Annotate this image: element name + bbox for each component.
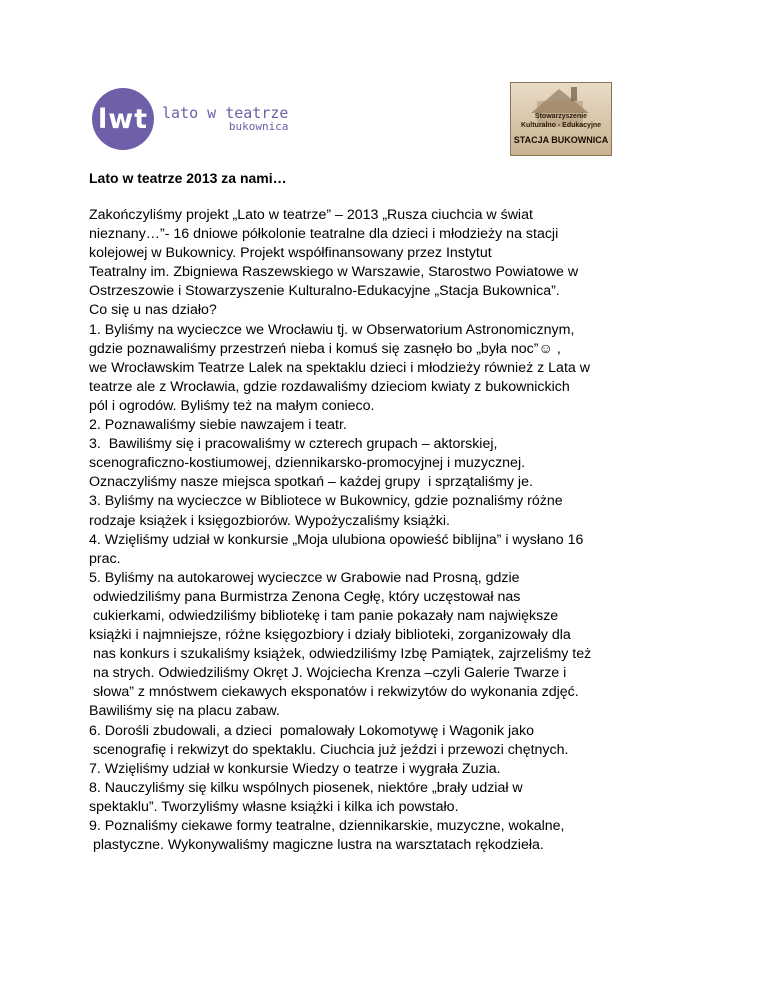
body-line: Bawiliśmy się na placu zabaw.: [89, 703, 280, 720]
body-line: nas konkurs i szukaliśmy książek, odwiedziliśmy Izbę Pamiątek, zajrzeliśmy też: [89, 646, 592, 663]
lwt-logo-title: lato w teatrze: [162, 103, 289, 122]
body-line: spektaklu”. Tworzyliśmy własne książki i kilka ich powstało.: [89, 798, 459, 815]
body-line: nieznany…”- 16 dniowe półkolonie teatralne dla dzieci i młodzieży na stacji: [89, 226, 559, 243]
body-line: 5. Byliśmy na autokarowej wycieczce w Grabowie nad Prosną, gdzie: [89, 569, 520, 586]
body-line: 1. Byliśmy na wycieczce we Wrocławiu tj. w Obserwatorium Astronomicznym,: [89, 321, 575, 338]
body-line: Ostrzeszowie i Stowarzyszenie Kulturalno-Edukacyjne „Stacja Bukownica”.: [89, 283, 560, 300]
stacja-bukownica-logo: [510, 82, 612, 156]
body-line: słowa” z mnóstwem ciekawych eksponatów i rekwizytów do wykonania zdjęć.: [89, 684, 579, 701]
body-line: 6. Dorośli zbudowali, a dzieci pomalowały Lokomotywę i Wagonik jako: [89, 722, 535, 739]
body-line: scenograficzno-kostiumowej, dziennikarsko-promocyjnej i muzycznej.: [89, 455, 526, 472]
lwt-logo-mark: lwt: [92, 88, 154, 150]
document-body: [89, 206, 689, 855]
body-line: scenografię i rekwizyt do spektaklu. Ciuchcia już jeździ i przewozi chętnych.: [89, 741, 569, 758]
body-line: 7. Wzięliśmy udział w konkursie Wiedzy o teatrze i wygrała Zuzia.: [89, 760, 501, 777]
body-line: teatrze ale z Wrocławia, gdzie rozdawaliśmy dzieciom kwiaty z bukownickich: [89, 378, 570, 395]
body-line: we Wrocławskim Teatrze Lalek na spektaklu dzieci i młodzieży również z Lata w: [89, 359, 590, 376]
stacja-logo-line2: Kulturalno - Edukacyjne: [520, 122, 602, 129]
stacja-logo-line3: STACJA BUKOWNICA: [513, 135, 609, 145]
body-line: plastyczne. Wykonywaliśmy magiczne lustra na warsztatach rękodzieła.: [89, 837, 544, 854]
body-line: kolejowej w Bukownicy. Projekt współfinansowany przez Instytut: [89, 245, 492, 262]
lato-w-teatrze-logo: [92, 88, 288, 150]
body-line: Zakończyliśmy projekt „Lato w teatrze” – 2013 „Rusza ciuchcia w świat: [89, 207, 533, 223]
body-line: 2. Poznawaliśmy siebie nawzajem i teatr.: [89, 417, 347, 434]
body-line: 3. Bawiliśmy się i pracowaliśmy w czterech grupach – aktorskiej,: [89, 436, 498, 453]
body-line: gdzie poznawaliśmy przestrzeń nieba i komuś się zasnęło bo „była noc”☺ ,: [89, 340, 561, 357]
lwt-logo-text: [162, 105, 288, 134]
body-line: na strych. Odwiedziliśmy Okręt J. Wojciecha Krenza –czyli Galerie Twarze i: [89, 665, 567, 682]
document-heading: Lato w teatrze 2013 za nami…: [89, 170, 287, 186]
body-line: rodzaje książek i księgozbiorów. Wypożyczaliśmy książki.: [89, 512, 450, 529]
body-line: cukierkami, odwiedziliśmy bibliotekę i tam panie pokazały nam największe: [89, 607, 559, 624]
body-line: 8. Nauczyliśmy się kilku wspólnych piosenek, niektóre „brały udział w: [89, 779, 523, 796]
stacja-logo-line1: Stowarzyszenie: [534, 113, 588, 120]
body-line: 3. Byliśmy na wycieczce w Bibliotece w Bukownicy, gdzie poznaliśmy różne: [89, 493, 563, 510]
body-line: 9. Poznaliśmy ciekawe formy teatralne, dziennikarskie, muzyczne, wokalne,: [89, 818, 565, 834]
body-line: Co się u nas działo?: [89, 302, 217, 319]
body-line: prac.: [89, 550, 121, 567]
body-line: pól i ogrodów. Byliśmy też na małym conieco.: [89, 397, 375, 414]
body-line: Teatralny im. Zbigniewa Raszewskiego w Warszawie, Starostwo Powiatowe w: [89, 264, 579, 281]
body-line: książki i najmniejsze, różne księgozbiory i działy biblioteki, zorganizowały dla: [89, 627, 571, 644]
body-line: Oznaczyliśmy nasze miejsca spotkań – każdej grupy i sprzątaliśmy je.: [89, 474, 533, 491]
body-line: odwiedziliśmy pana Burmistrza Zenona Cegłę, który uczęstował nas: [89, 588, 521, 605]
lwt-logo-subtitle: bukownica: [228, 120, 289, 134]
body-line: 4. Wzięliśmy udział w konkursie „Moja ulubiona opowieść biblijna” i wysłano 16: [89, 531, 584, 548]
